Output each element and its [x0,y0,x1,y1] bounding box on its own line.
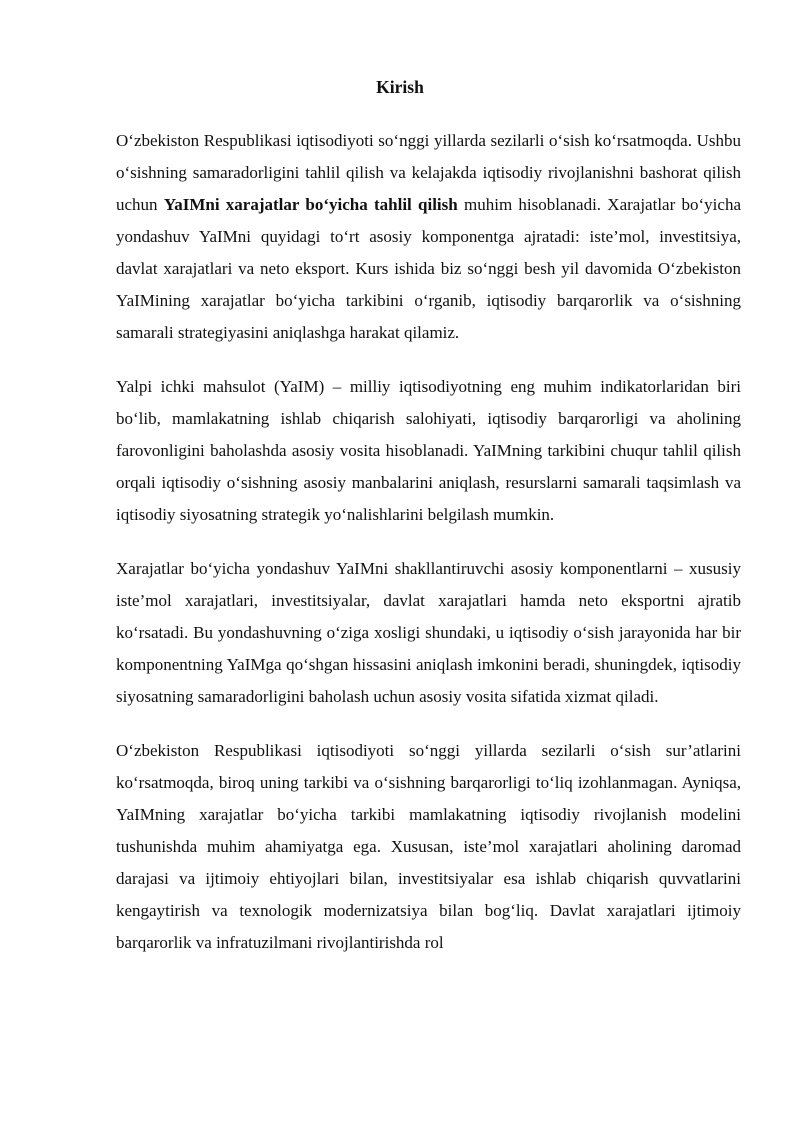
document-body [116,125,741,959]
paragraph-1-text-start: O‘zbekiston Respublikasi iqtisodiyoti so‘nggi yillarda sezilarli o‘sish ko‘rsatmoqda. Ushbu o‘sishning samaradorligini tahlil qilish va kelajakda iqtisodiy rivojlanishni bashorat qilish uchun [116,131,741,214]
page-title: Kirish [376,77,424,97]
paragraph-1-bold-phrase: YaIMni xarajatlar bo‘yicha tahlil qilish [163,195,458,214]
paragraph-1-text-end: muhim hisoblanadi. Xarajatlar bo‘yicha yondashuv YaIMni quyidagi to‘rt asosiy komponentga ajratadi: iste’mol, investitsiya, davlat xarajatlari va neto eksport. Kurs ishida biz so‘nggi besh yil davomida O‘zbekiston YaIMining xarajatlar bo‘yicha tarkibini o‘rganib, iqtisodiy barqarorlik va o‘sishning samarali strategiyasini aniqlashga harakat qilamiz. [116,195,741,342]
paragraph-1 [116,125,741,349]
paragraph-3: Xarajatlar bo‘yicha yondashuv YaIMni shakllantiruvchi asosiy komponentlarni – xususiy iste’mol xarajatlari, investitsiyalar, davlat xarajatlari hamda neto eksportni ajratib ko‘rsatadi. Bu yondashuvning o‘ziga xosligi shundaki, u iqtisodiy o‘sish jarayonida har bir komponentning YaIMga qo‘shgan hissasini aniqlash imkonini beradi, shuningdek, iqtisodiy siyosatning samaradorligini baholash uchun asosiy vosita sifatida xizmat qiladi. [116,559,741,706]
paragraph-2: Yalpi ichki mahsulot (YaIM) – milliy iqtisodiyotning eng muhim indikatorlaridan biri bo‘lib, mamlakatning ishlab chiqarish salohiyati, iqtisodiy barqarorligi va aholining farovonligini baholashda asosiy vosita hisoblanadi. YaIMning tarkibini chuqur tahlil qilish orqali iqtisodiy o‘sishning asosiy manbalarini aniqlash, resurslarni samarali taqsimlash va iqtisodiy siyosatning strategik yo‘nalishlarini belgilash mumkin. [116,377,741,524]
paragraph-4: O‘zbekiston Respublikasi iqtisodiyoti so‘nggi yillarda sezilarli o‘sish sur’atlarini ko‘rsatmoqda, biroq uning tarkibi va o‘sishning barqarorligi to‘liq izohlanmagan. Ayniqsa, YaIMning xarajatlar bo‘yicha tarkibi mamlakatning iqtisodiy rivojlanish modelini tushunishda muhim ahamiyatga ega. Xususan, iste’mol xarajatlari aholining daromad darajasi va ijtimoiy ehtiyojlari bilan, investitsiyalar esa ishlab chiqarish quvvatlarini kengaytirish va texnologik modernizatsiya bilan bog‘liq. Davlat xarajatlari ijtimoiy barqarorlik va infratuzilmani rivojlantirishda rol [116,741,741,952]
